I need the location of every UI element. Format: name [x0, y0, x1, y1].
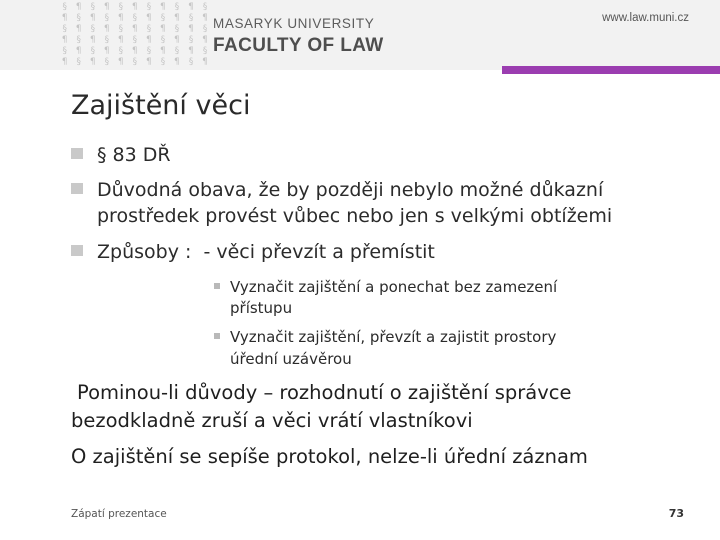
square-bullet-icon	[71, 183, 83, 194]
slide-title: Zajištění věci	[71, 90, 251, 121]
subbullet-continuation: přístupu	[230, 299, 293, 317]
university-name: MASARYK UNIVERSITY	[213, 16, 375, 31]
website-url: www.law.muni.cz	[602, 12, 689, 24]
university-logo	[213, 16, 384, 57]
pattern-row: ¶ § ¶ § ¶ § ¶ § ¶ § ¶	[62, 13, 210, 23]
bullet-item	[71, 178, 603, 202]
pattern-row: § ¶ § ¶ § ¶ § ¶ § ¶ §	[62, 2, 210, 12]
bullet-item	[71, 240, 435, 264]
bullet-text: § 83 DŘ	[97, 144, 171, 166]
pattern-row: ¶ § ¶ § ¶ § ¶ § ¶ § ¶	[62, 57, 210, 67]
square-bullet-icon	[71, 245, 83, 256]
footer-text: Zápatí prezentace	[71, 508, 167, 520]
bullet-text: Důvodná obava, že by později nebylo možné důkazní	[97, 179, 604, 201]
section-sign-pattern	[62, 2, 210, 68]
subbullet-text: Vyznačit zajištění, převzít a zajistit prostory	[230, 328, 557, 346]
bullet-item	[71, 143, 171, 167]
subbullet-item	[214, 327, 556, 347]
small-square-bullet-icon	[214, 333, 220, 339]
faculty-name: FACULTY OF LAW	[213, 35, 384, 56]
page-number: 73	[668, 507, 684, 520]
pattern-row: § ¶ § ¶ § ¶ § ¶ § ¶ §	[62, 46, 210, 56]
bullet-text: Způsoby : - věci převzít a přemístit	[97, 241, 435, 263]
bullet-continuation: prostředek provést vůbec nebo jen s velkými obtížemi	[97, 205, 613, 227]
paragraph-line: Pominou-li důvody – rozhodnutí o zajištění správce	[77, 381, 572, 404]
subbullet-continuation: úřední uzávěrou	[230, 350, 352, 368]
subbullet-text: Vyznačit zajištění a ponechat bez zamezení	[230, 278, 558, 296]
square-bullet-icon	[71, 148, 83, 159]
accent-bar	[502, 66, 720, 74]
subbullet-item	[214, 277, 557, 297]
pattern-row: § ¶ § ¶ § ¶ § ¶ § ¶ §	[62, 24, 210, 34]
pattern-row: ¶ § ¶ § ¶ § ¶ § ¶ § ¶	[62, 35, 210, 45]
paragraph-line: O zajištění se sepíše protokol, nelze-li úřední záznam	[71, 445, 588, 468]
slide-header	[0, 0, 720, 70]
small-square-bullet-icon	[214, 283, 220, 289]
paragraph-line: bezodkladně zruší a věci vrátí vlastníkovi	[71, 409, 473, 432]
